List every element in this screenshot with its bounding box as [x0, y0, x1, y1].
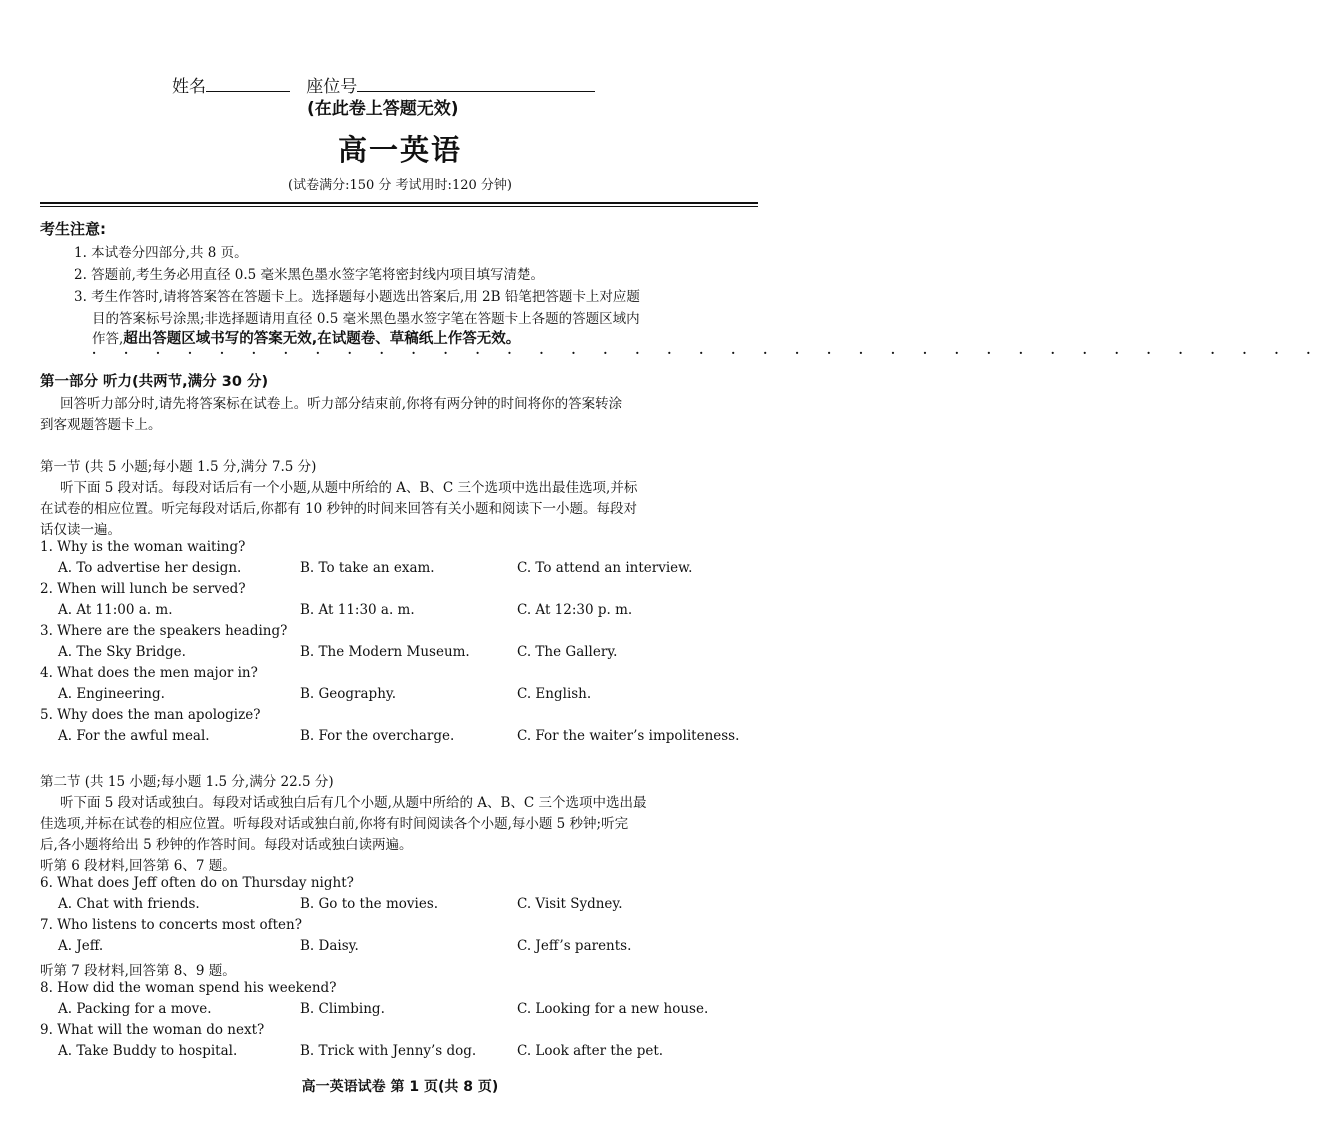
invalid-notice: (在此卷上答题无效): [307, 99, 459, 119]
option-a[interactable]: A. At 11:00 a. m.: [58, 602, 173, 618]
option-b[interactable]: B. The Modern Museum.: [300, 644, 470, 660]
instruction-item: 3. 考生作答时,请将答案答在答题卡上。选择题每小题选出答案后,用 2B 铅笔把答题卡上对应题: [74, 289, 640, 305]
divider-thick: [40, 202, 758, 204]
option-b[interactable]: B. Trick with Jenny’s dog.: [300, 1043, 477, 1059]
question-3: 3. Where are the speakers heading?: [40, 623, 288, 639]
question-8: 8. How did the woman spend his weekend?: [40, 980, 337, 996]
part1-intro: 到客观题答题卡上。: [40, 417, 162, 433]
question-9: 9. What will the woman do next?: [40, 1022, 265, 1038]
instruction-item: 目的答案标号涂黑;非选择题请用直径 0.5 毫米黑色墨水签字笔在答题卡上各题的答题区域内: [92, 311, 640, 327]
instructions-title: 考生注意:: [40, 220, 106, 238]
name-field[interactable]: [206, 77, 290, 92]
option-a[interactable]: A. Chat with friends.: [58, 896, 200, 912]
option-a[interactable]: A. Take Buddy to hospital.: [58, 1043, 238, 1059]
option-a[interactable]: A. Packing for a move.: [58, 1001, 212, 1017]
option-a[interactable]: A. The Sky Bridge.: [58, 644, 186, 660]
option-c[interactable]: C. English.: [517, 686, 592, 702]
section2-intro: 后,各小题将给出 5 秒钟的作答时间。每段对话或独白读两遍。: [40, 837, 413, 853]
option-c[interactable]: C. The Gallery.: [517, 644, 618, 660]
material-7-instruction: 听第 7 段材料,回答第 8、9 题。: [40, 963, 236, 979]
section1-intro: 在试卷的相应位置。听完每段对话后,你都有 10 秒钟的时间来回答有关小题和阅读下一小题。每段对: [40, 501, 638, 517]
section2-intro: 佳选项,并标在试卷的相应位置。听每段对话或独白前,你将有时间阅读各个小题,每小题 5 秒钟;听完: [40, 816, 629, 832]
option-b[interactable]: B. Daisy.: [300, 938, 359, 954]
option-b[interactable]: B. Climbing.: [300, 1001, 385, 1017]
question-4: 4. What does the men major in?: [40, 665, 258, 681]
option-c[interactable]: C. To attend an interview.: [517, 560, 693, 576]
section2-title: 第二节 (共 15 小题;每小题 1.5 分,满分 22.5 分): [40, 774, 334, 790]
material-6-instruction: 听第 6 段材料,回答第 6、7 题。: [40, 858, 236, 874]
question-5: 5. Why does the man apologize?: [40, 707, 261, 723]
option-a[interactable]: A. Engineering.: [58, 686, 165, 702]
instruction-item: 2. 答题前,考生务必用直径 0.5 毫米黑色墨水签字笔将密封线内项目填写清楚。: [74, 267, 545, 283]
page-footer: 高一英语试卷 第 1 页(共 8 页): [301, 1079, 499, 1095]
part1-intro: 回答听力部分时,请先将答案标在试卷上。听力部分结束前,你将有两分钟的时间将你的答案转涂: [60, 396, 623, 412]
seat-field[interactable]: [357, 77, 595, 92]
option-b[interactable]: B. At 11:30 a. m.: [300, 602, 415, 618]
question-6: 6. What does Jeff often do on Thursday night?: [40, 875, 354, 891]
name-label: 姓名: [172, 77, 206, 97]
section1-intro: 话仅读一遍。: [40, 522, 121, 538]
instruction-item-last: [92, 327, 520, 348]
option-c[interactable]: C. Look after the pet.: [517, 1043, 664, 1059]
option-b[interactable]: B. To take an exam.: [300, 560, 435, 576]
option-c[interactable]: C. Looking for a new house.: [517, 1001, 709, 1017]
section2-intro: 听下面 5 段对话或独白。每段对话或独白后有几个小题,从题中所给的 A、B、C 三个选项中选出最: [60, 795, 647, 811]
question-7: 7. Who listens to concerts most often?: [40, 917, 302, 933]
section1-intro: 听下面 5 段对话。每段对话后有一个小题,从题中所给的 A、B、C 三个选项中选出最佳选项,并标: [60, 480, 638, 496]
instruction-emphasis: 超出答题区域书写的答案无效,在试题卷、草稿纸上作答无效。: [123, 331, 521, 347]
option-c[interactable]: C. Visit Sydney.: [517, 896, 623, 912]
option-a[interactable]: A. Jeff.: [58, 938, 104, 954]
option-b[interactable]: B. Geography.: [300, 686, 397, 702]
question-1: 1. Why is the woman waiting?: [40, 539, 246, 555]
option-b[interactable]: B. For the overcharge.: [300, 728, 455, 744]
emphasis-dots: · · · · · · · · · · · · · · · · · · · · · · · · · · · · · · · · · · · · · · ·: [92, 346, 1322, 360]
divider-thin: [40, 206, 758, 207]
instruction-item: 1. 本试卷分四部分,共 8 页。: [74, 245, 248, 261]
exam-info: (试卷满分:150 分 考试用时:120 分钟): [288, 178, 512, 193]
option-c[interactable]: C. Jeff’s parents.: [517, 938, 632, 954]
option-b[interactable]: B. Go to the movies.: [300, 896, 439, 912]
option-a[interactable]: A. For the awful meal.: [58, 728, 210, 744]
option-c[interactable]: C. At 12:30 p. m.: [517, 602, 633, 618]
section1-title: 第一节 (共 5 小题;每小题 1.5 分,满分 7.5 分): [40, 459, 317, 475]
option-a[interactable]: A. To advertise her design.: [58, 560, 242, 576]
seat-label: 座位号: [306, 77, 358, 97]
instruction-item: 作答,: [92, 331, 124, 347]
page-title: 高一英语: [337, 133, 462, 167]
option-c[interactable]: C. For the waiter’s impoliteness.: [517, 728, 740, 744]
question-2: 2. When will lunch be served?: [40, 581, 246, 597]
part1-title: 第一部分 听力(共两节,满分 30 分): [40, 374, 269, 390]
